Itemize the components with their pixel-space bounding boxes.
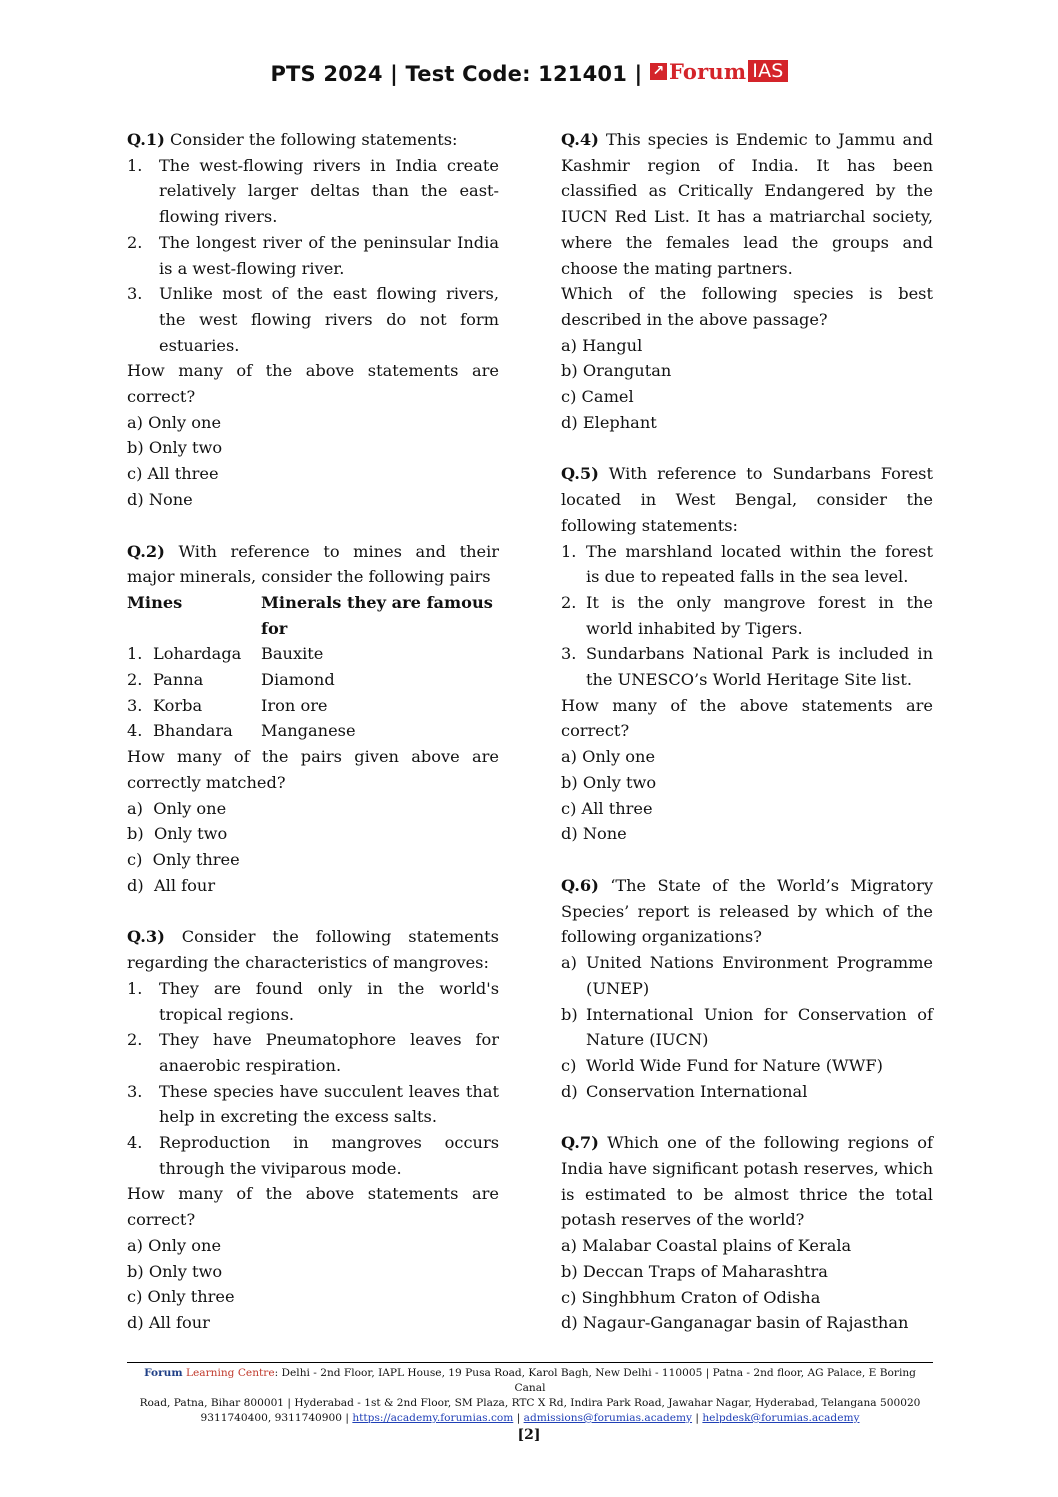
question-2 (127, 539, 499, 899)
test-title: PTS 2024 | Test Code: 121401 | (270, 62, 643, 86)
option: a) Only one (127, 1235, 222, 1255)
table-row: 4. Bhandara Manganese (127, 721, 356, 741)
option: d) None (561, 824, 627, 844)
question-5 (561, 461, 933, 847)
page-footer (127, 1362, 933, 1426)
statement: 2. It is the only mangrove forest in the world inhabited by Tigers. (561, 592, 933, 638)
statement: 1. They are found only in the world's tropical regions. (127, 978, 499, 1024)
question-text: Consider the following statements regarding the characteristics of mangroves: (127, 927, 499, 973)
option: c) All three (127, 464, 219, 484)
statement: 3. These species have succulent leaves that help in excreting the excess salts. (127, 1081, 499, 1127)
option: c) Singhbhum Craton of Odisha (561, 1287, 821, 1307)
statement: 2. They have Pneumatophore leaves for anaerobic respiration. (127, 1030, 499, 1075)
table-row: 2. Panna Diamond (127, 670, 335, 690)
option: b) Only two (127, 1261, 223, 1281)
footer-contact-line: 9311740400, 9311740900 | https://academy.forumias.com | admissions@forumias.academy | helpdesk@forumias.academy (200, 1412, 860, 1424)
question-number: Q.7) (561, 1133, 599, 1153)
option: a) Only one (561, 747, 656, 767)
statement: 1. The marshland located within the forest is due to repeated falls in the sea level. (561, 541, 933, 587)
option: c) Only three (127, 849, 240, 869)
option: d) Conservation International (561, 1081, 808, 1101)
option: b) Deccan Traps of Maharashtra (561, 1261, 828, 1281)
table-row: 3. Korba Iron ore (127, 695, 328, 715)
academy-link[interactable]: https://academy.forumias.com (352, 1412, 514, 1424)
question-stem: How many of the above statements are correct? (127, 361, 499, 407)
option: b) Only two (127, 438, 223, 458)
option: a) Hangul (561, 335, 643, 355)
question-text: ‘The State of the World’s Migratory Species’ report is released by which of the following organizations? (561, 875, 933, 947)
option: d) Elephant (561, 412, 657, 432)
question-text: Consider the following statements: (170, 130, 458, 149)
statement: 4. Reproduction in mangroves occurs through the viviparous mode. (127, 1133, 499, 1178)
page-header (0, 58, 1058, 88)
footer-brand-learning: Learning Centre (185, 1367, 275, 1379)
question-number: Q.4) (561, 130, 599, 149)
option: a) Only one (127, 798, 227, 818)
statement: 1. The west-flowing rivers in India create relatively larger deltas than the east-flowing rivers. (127, 155, 499, 227)
question-text: With reference to mines and their major minerals, consider the following pairs (127, 541, 499, 587)
question-number: Q.2) (127, 541, 165, 561)
option: d) Nagaur-Ganganagar basin of Rajasthan (561, 1313, 909, 1333)
statement: 3. Unlike most of the east flowing rivers, the west flowing rivers do not form estuaries. (127, 284, 499, 355)
table-row: 1. Lohardaga Bauxite (127, 644, 324, 664)
question-text: Which one of the following regions of India have significant potash reserves, which is estimated to be almost thrice the total potash reserves of the world? (561, 1133, 933, 1230)
footer-address-line2: Road, Patna, Bihar 800001 | Hyderabad - 1st & 2nd Floor, SM Plaza, RTC X Rd, Indira Park Road, Jawahar Nagar, Hyderabad, Telangana 500020 (139, 1397, 921, 1409)
footer-phones: 9311740400, 9311740900 | (200, 1412, 349, 1424)
option: d) All four (127, 875, 216, 895)
question-7 (561, 1130, 933, 1336)
question-stem: How many of the above statements are correct? (561, 695, 933, 741)
question-stem: How many of the above statements are correct? (127, 1184, 499, 1230)
option: c) Only three (127, 1287, 235, 1307)
question-6 (561, 873, 933, 1104)
question-number: Q.3) (127, 927, 165, 947)
table-header: Mines (127, 592, 183, 612)
page-number: [2] (517, 1427, 541, 1443)
arrow-icon: ↗ (650, 63, 667, 80)
question-number: Q.6) (561, 875, 599, 895)
option: b) Only two (127, 824, 228, 844)
statement: 2. The longest river of the peninsular India is a west-flowing river. (127, 232, 499, 278)
option: c) Camel (561, 387, 634, 407)
forumias-logo (650, 59, 788, 84)
footer-brand-forum: Forum (144, 1367, 183, 1379)
option: b) Orangutan (561, 361, 672, 381)
question-stem: How many of the pairs given above are correctly matched? (127, 747, 499, 792)
pairs-table (127, 590, 499, 744)
option: a) Malabar Coastal plains of Kerala (561, 1236, 852, 1256)
question-number: Q.5) (561, 464, 599, 484)
left-column (127, 127, 499, 1336)
question-text: With reference to Sundarbans Forest located in West Bengal, consider the following statements: (561, 464, 933, 535)
option: a) Only one (127, 412, 222, 432)
option: c) All three (561, 798, 653, 818)
question-stem: Which of the following species is best described in the above passage? (561, 284, 933, 329)
question-3 (127, 924, 499, 1335)
helpdesk-email-link[interactable]: helpdesk@forumias.academy (702, 1412, 860, 1424)
option: a) United Nations Environment Programme (UNEP) (561, 953, 933, 998)
table-header: Minerals they are famous for (261, 592, 493, 638)
question-text: This species is Endemic to Jammu and Kashmir region of India. It has been classified as Critically Endangered by the IUCN Red List. It has a matriarchal society, where the females lead the groups and choose the mating partners. (561, 130, 933, 278)
option: b) Only two (561, 772, 657, 792)
logo-forum-text: Forum (668, 58, 747, 84)
option: d) None (127, 489, 193, 509)
question-number: Q.1) (127, 130, 165, 149)
question-4 (561, 127, 933, 435)
option: c) World Wide Fund for Nature (WWF) (561, 1055, 883, 1075)
statement: 3. Sundarbans National Park is included in the UNESCO’s World Heritage Site list. (561, 644, 933, 690)
right-column (561, 127, 933, 1336)
admissions-email-link[interactable]: admissions@forumias.academy (523, 1412, 693, 1424)
option: d) All four (127, 1312, 210, 1332)
footer-address-line1: Forum Learning Centre: Delhi - 2nd Floor, IAPL House, 19 Pusa Road, Karol Bagh, New Delhi - 110005 | Patna - 2nd floor, AG Palace, E Boring Canal (144, 1367, 916, 1394)
logo-ias-text: IAS (748, 60, 787, 82)
question-1 (127, 127, 499, 513)
option: b) International Union for Conservation of Nature (IUCN) (561, 1004, 933, 1050)
